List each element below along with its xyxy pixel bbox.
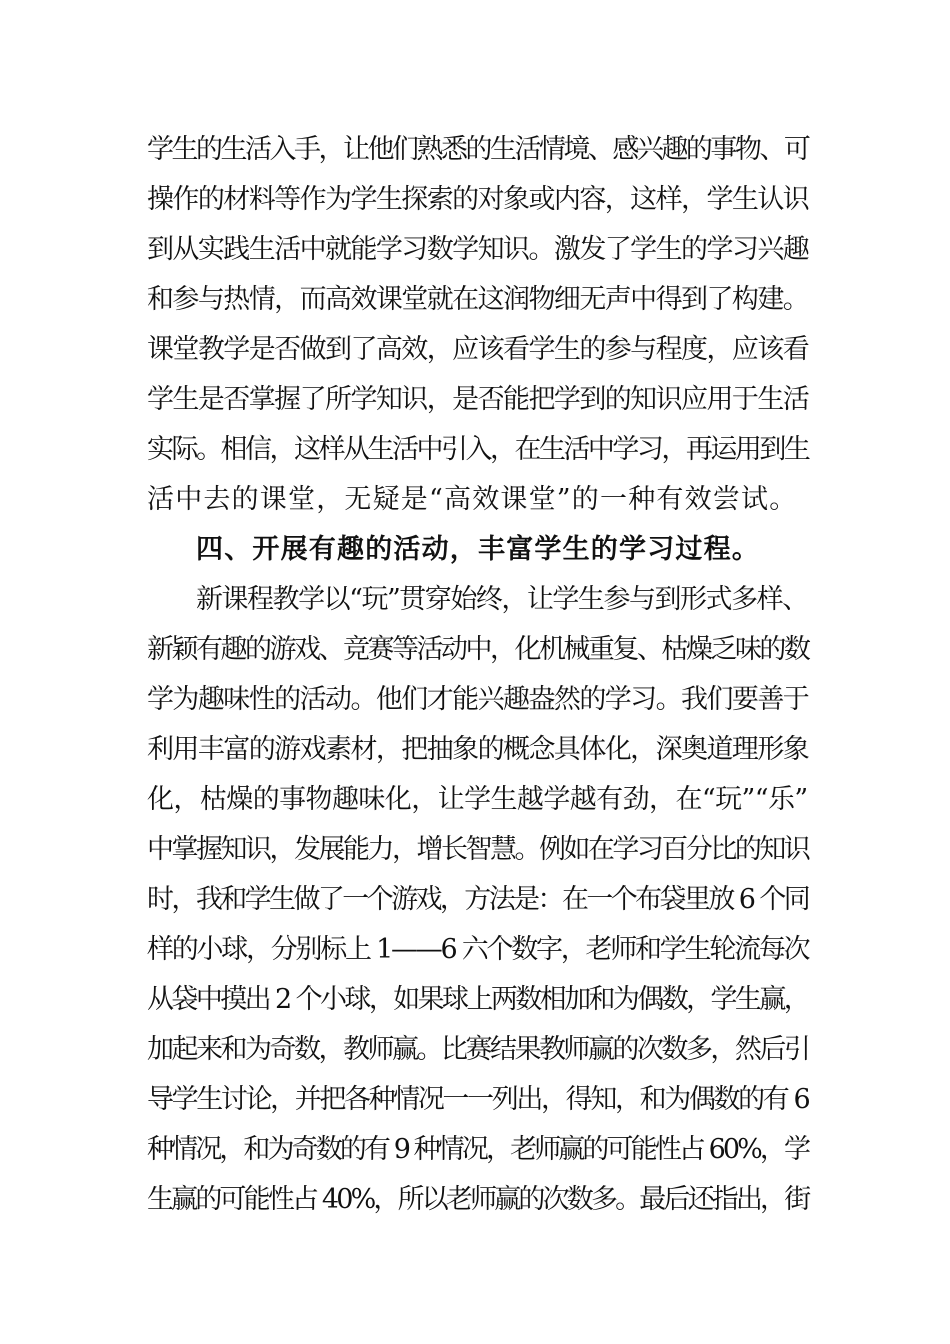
paragraph-line: 学为趣味性的活动。他们才能兴趣盎然的学习。我们要善于 — [147, 684, 809, 715]
paragraph-line: 样的小球，分别标上 1——6 六个数字，老师和学生轮流每次 — [147, 934, 809, 965]
paragraph-line: 新课程教学以“玩”贯穿始终，让学生参与到形式多样、 — [196, 584, 808, 615]
paragraph-line: 导学生讨论，并把各种情况一一列出，得知，和为偶数的有 6 — [147, 1084, 809, 1115]
paragraph-line: 操作的材料等作为学生探索的对象或内容，这样，学生认识 — [147, 184, 809, 215]
paragraph-line: 时，我和学生做了一个游戏，方法是：在一个布袋里放 6 个同 — [147, 884, 809, 915]
paragraph-line: 和参与热情，而高效课堂就在这润物细无声中得到了构建。 — [147, 284, 809, 315]
paragraph-line: 新颖有趣的游戏、竞赛等活动中，化机械重复、枯燥乏味的数 — [147, 634, 809, 665]
paragraph-line: 从袋中摸出 2 个小球，如果球上两数相加和为偶数，学生赢， — [147, 984, 809, 1015]
paragraph-line: 中掌握知识，发展能力，增长智慧。例如在学习百分比的知识 — [147, 834, 809, 865]
paragraph-line: 课堂教学是否做到了高效，应该看学生的参与程度，应该看 — [147, 334, 809, 365]
paragraph-line: 利用丰富的游戏素材，把抽象的概念具体化，深奥道理形象 — [147, 734, 809, 765]
paragraph-line: 到从实践生活中就能学习数学知识。激发了学生的学习兴趣 — [147, 234, 809, 265]
paragraph-line: 学生的生活入手，让他们熟悉的生活情境、感兴趣的事物、可 — [147, 134, 809, 165]
paragraph-line: 学生是否掌握了所学知识，是否能把学到的知识应用于生活 — [147, 384, 809, 415]
paragraph-line: 化，枯燥的事物趣味化，让学生越学越有劲，在“玩”“乐” — [147, 784, 808, 815]
paragraph-line: 加起来和为奇数，教师赢。比赛结果教师赢的次数多，然后引 — [147, 1034, 809, 1065]
paragraph-line: 活中去的课堂，无疑是“高效课堂”的一种有效尝试。 — [147, 484, 798, 515]
paragraph-line: 种情况，和为奇数的有 9 种情况，老师赢的可能性占 60%，学 — [147, 1134, 809, 1165]
paragraph-line: 实际。相信，这样从生活中引入，在生活中学习，再运用到生 — [147, 434, 809, 465]
paragraph-line: 生赢的可能性占 40%，所以老师赢的次数多。最后还指出，街 — [147, 1184, 809, 1215]
section-heading: 四、开展有趣的活动，丰富学生的学习过程。 — [196, 534, 760, 565]
